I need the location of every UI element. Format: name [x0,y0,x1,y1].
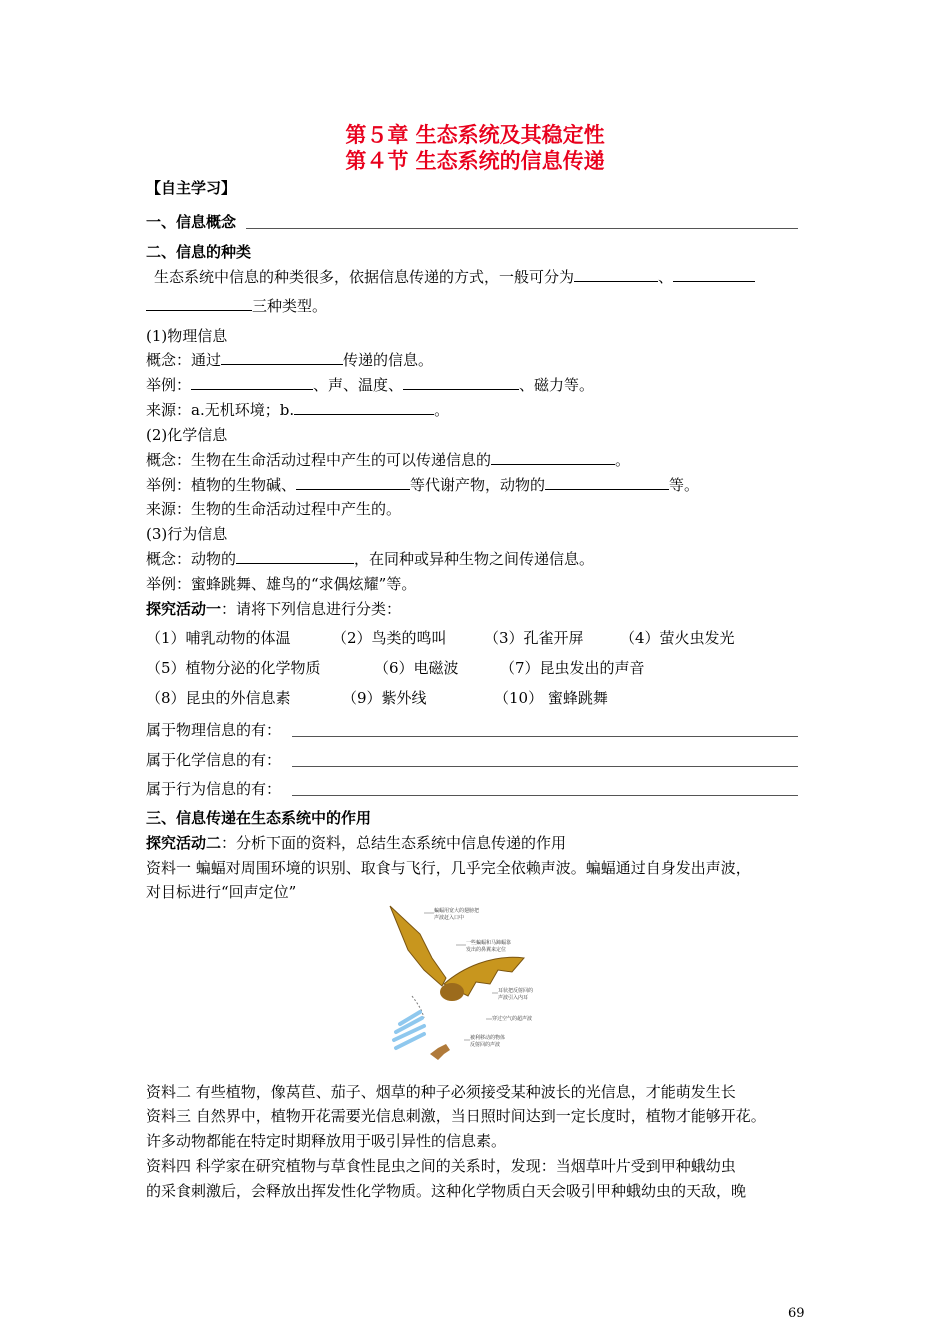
figure-label: 一些蝙蝠和马蹄蝠靠 [466,940,512,946]
activity2-prompt [146,833,566,853]
chemical-concept [146,450,630,470]
figure-label: 蝙蝠用宽大的翅膀把 [434,908,480,914]
activity2-label: 探究活动二 [146,834,222,852]
physical-source-b: 。 [434,401,450,419]
chemical-example-b: 等代谢产物，动物的 [410,476,546,494]
type-blank-2[interactable] [673,267,755,282]
chemical-concept-b: 。 [615,451,631,469]
answer-physical-blank[interactable] [292,736,798,737]
physical-heading: (1)物理信息 [146,327,228,345]
figure-label: 耳状把反射回的 [498,988,534,994]
physical-example [146,375,594,395]
physical-concept-a: 概念：通过 [146,351,222,369]
answer-behavior-label: 属于行为信息的有： [146,780,282,798]
behavior-concept [146,549,594,569]
figure-label: 反射回的声波 [470,1042,501,1048]
chemical-source: 来源：生物的生命活动过程中产生的。 [146,500,402,518]
part2-intro-text-b: 三种类型。 [252,297,328,315]
physical-source [146,400,449,420]
physical-concept-blank[interactable] [221,350,343,365]
sound-wave-icon [394,1012,424,1048]
bat-echolocation-figure [372,900,540,1068]
physical-example-a: 举例： [146,376,192,394]
physical-example-blank-2[interactable] [403,375,519,390]
bat-echolocation-illustration [372,900,540,1068]
answer-physical-label: 属于物理信息的有： [146,721,282,739]
figure-label: 被利移动的物体 [470,1035,506,1041]
part2-intro [154,267,755,287]
page-number: 69 [788,1306,805,1321]
activity1-item: （8）昆虫的外信息素 [146,689,291,707]
activity2-text: ：分析下面的资料，总结生态系统中信息传递的作用 [221,834,567,852]
behavior-concept-a: 概念：动物的 [146,550,237,568]
behavior-heading: (3)行为信息 [146,525,228,543]
moth-icon [430,1044,450,1060]
answer-chemical-blank[interactable] [292,766,798,767]
part2-heading: 二、信息的种类 [146,243,252,261]
physical-example-b: 、声、温度、 [313,376,404,394]
chemical-example-blank-2[interactable] [545,475,669,490]
material-4-line-2: 的采食刺激后，会释放出挥发性化学物质。这种化学物质白天会吸引甲种蛾幼虫的天敌，晚 [146,1182,747,1200]
activity1-item: （7）昆虫发出的声音 [500,659,645,677]
part1-blank[interactable] [246,228,798,229]
chemical-concept-blank[interactable] [491,450,615,465]
material-1-line-1: 资料一 蝙蝠对周围环境的识别、取食与飞行，几乎完全依赖声波。蝙蝠通过自身发出声波， [146,859,751,877]
physical-example-blank-1[interactable] [191,375,313,390]
activity1-item: （9）紫外线 [342,689,427,707]
chemical-example-c: 等。 [669,476,700,494]
section-title: 第４节 生态系统的信息传递 [345,149,605,173]
material-3-line-2: 许多动物都能在特定时期释放用于吸引异性的信息素。 [146,1132,507,1150]
chemical-example-a: 举例：植物的生物碱、 [146,476,297,494]
material-1-line-2: 对目标进行“回声定位” [146,883,297,901]
material-4-line-1: 资料四 科学家在研究植物与草食性昆虫之间的关系时，发现：当烟草叶片受到甲种蛾幼虫 [146,1157,736,1175]
figure-label: 声波赶入口中 [434,915,465,921]
chemical-example-blank-1[interactable] [296,475,410,490]
bat-body [440,983,464,1001]
material-2: 资料二 有些植物，像莴苣、茄子、烟草的种子必须接受某种波长的光信息，才能萌发生长 [146,1083,736,1101]
physical-example-c: 、磁力等。 [519,376,595,394]
figure-label: 发出的鼻翼来定位 [466,947,507,953]
part2-intro-text-a: 生态系统中信息的种类很多，依据信息传递的方式，一般可分为 [154,268,575,286]
activity1-label: 探究活动一 [146,600,222,618]
material-3-line-1: 资料三 自然界中，植物开花需要光信息刺激，当日照时间达到一定长度时，植物才能够开花。 [146,1107,766,1125]
physical-source-a: 来源：a.无机环境；b. [146,401,295,419]
activity1-prompt [146,599,401,619]
answer-behavior-blank[interactable] [292,795,798,796]
activity1-item: （5）植物分泌的化学物质 [146,659,321,677]
type-blank-1[interactable] [574,267,658,282]
activity1-item: （1）哺乳动物的体温 [146,629,291,647]
activity1-item: （2）鸟类的鸣叫 [332,629,447,647]
activity1-text: ：请将下列信息进行分类： [221,600,402,618]
part2-intro-2 [146,296,327,316]
part1-heading: 一、信息概念 [146,213,237,231]
figure-label: 声波引入内耳 [498,995,529,1001]
chapter-title: 第５章 生态系统及其稳定性 [345,123,605,147]
behavior-concept-b: ，在同种或异种生物之间传递信息。 [354,550,595,568]
figure-label: 穿过空气的超声波 [492,1016,533,1022]
physical-concept-b: 传递的信息。 [343,351,434,369]
self-study-heading: 【自主学习】 [146,179,237,197]
activity1-item: （10） 蜜蜂跳舞 [494,689,608,707]
part2-intro-sep: 、 [658,268,674,286]
part3-heading: 三、信息传递在生态系统中的作用 [146,809,372,827]
behavior-concept-blank[interactable] [236,549,354,564]
type-blank-3[interactable] [146,296,252,311]
answer-chemical-label: 属于化学信息的有： [146,751,282,769]
physical-source-blank[interactable] [294,400,434,415]
activity1-item: （3）孔雀开屏 [484,629,584,647]
physical-concept [146,350,433,370]
chemical-example [146,475,699,495]
activity1-item: （6）电磁波 [374,659,459,677]
chemical-heading: (2)化学信息 [146,426,228,444]
activity1-item: （4）萤火虫发光 [620,629,735,647]
behavior-example: 举例：蜜蜂跳舞、雄鸟的“求偶炫耀”等。 [146,575,417,593]
chemical-concept-a: 概念：生物在生命活动过程中产生的可以传递信息的 [146,451,492,469]
